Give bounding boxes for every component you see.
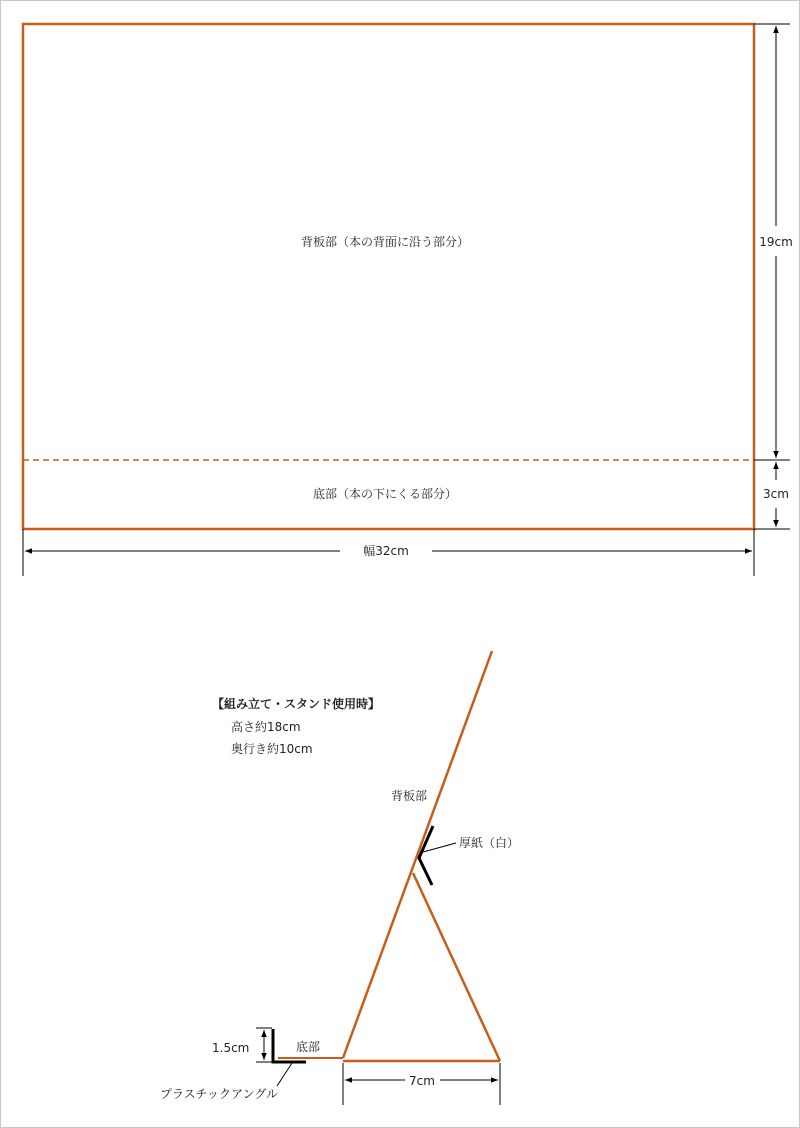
- back-label: 背板部: [391, 789, 428, 803]
- angle-label: プラスチックアングル: [160, 1087, 278, 1101]
- spec-depth: 奥行き約10cm: [231, 742, 313, 756]
- assembled-view: [160, 651, 519, 1105]
- support-line: [413, 873, 500, 1061]
- spec-height: 高さ約18cm: [231, 720, 301, 734]
- bottom-label: 底部: [296, 1040, 321, 1054]
- page-border: [1, 1, 800, 1128]
- pattern-outline: [23, 24, 754, 529]
- bottom-panel-label: 底部（本の下にくる部分）: [312, 487, 458, 501]
- base-width-label: 7cm: [409, 1074, 435, 1088]
- height-back-label: 19cm: [759, 235, 793, 249]
- assembled-title: 【組み立て・スタンド使用時】: [212, 697, 381, 711]
- width-label: 幅32cm: [363, 544, 409, 558]
- angle-leader: [277, 1063, 292, 1086]
- back-panel-label: 背板部（本の背面に沿う部分）: [300, 235, 470, 249]
- angle-height-label: 1.5cm: [212, 1041, 250, 1055]
- flat-pattern: [23, 24, 793, 576]
- height-bottom-label: 3cm: [763, 487, 789, 501]
- cardboard-label: 厚紙（白）: [459, 836, 520, 850]
- cardboard-leader: [423, 843, 456, 852]
